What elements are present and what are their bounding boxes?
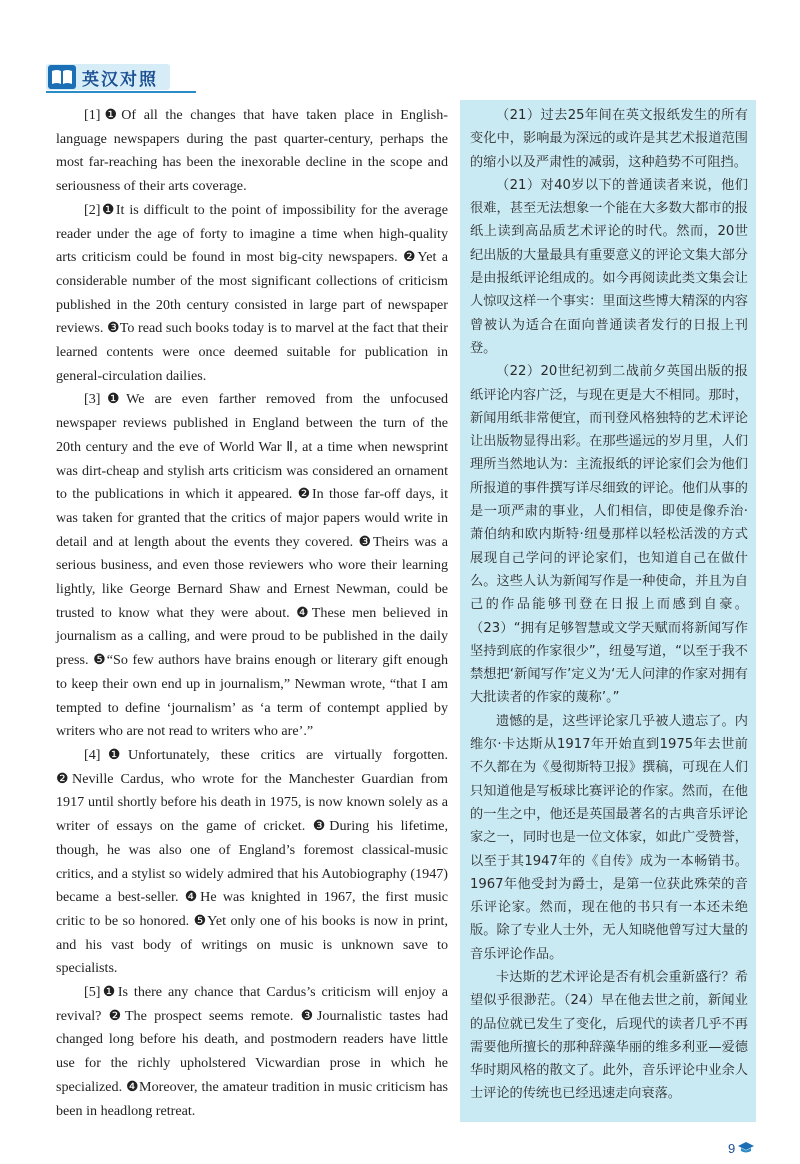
english-paragraph-2: [2]❶It is difficult to the point of impossibility for the average reader under the age of forty to imagine a time when high-quality arts criticism could be found in most big-city newspapers. ❷Yet a considerable number of the most significant collections of criticism published in the 20th century consisted in large part of newspaper reviews. ❸To read such books today is to marvel at the fact that their learned contents were once deemed suitable for publication in general-circulation dailies. bbox=[56, 201, 448, 384]
header-underline bbox=[46, 91, 196, 93]
page-number-text: 9 bbox=[728, 1140, 736, 1156]
chinese-paragraph-4: 遗憾的是，这些评论家几乎被人遗忘了。内维尔·卡达斯从1917年开始直到1975年去世前不久都在为《曼彻斯特卫报》撰稿，可现在人们只知道他是写板球比赛评论的作家。然而，在他的一生之中，他还是英国最著名的古典音乐评论家之一，同时也是一位文体家，如此广受赞誉，以至于其1947年的《自传》成为一本畅销书。1967年他受封为爵士，是第一位获此殊荣的音乐评论家。然而，现在他的书只有一本还未绝版。除了专业人士外，无人知晓他曾写过大量的音乐评论作品。 bbox=[470, 713, 748, 962]
english-paragraph-1: [1]❶Of all the changes that have taken place in English-language newspapers during the past quarter-century, perhaps the most far-reaching has been the inexorable decline in the scope and seriousness of their arts coverage. bbox=[56, 107, 448, 195]
graduation-cap-icon bbox=[738, 1142, 754, 1154]
section-header bbox=[46, 64, 286, 90]
chinese-paragraph-3: （22）20世纪初到二战前夕英国出版的报纸评论内容广泛，与现在更是大不相同。那时，新闻用纸非常便宜，而刊登风格独特的艺术评论让出版物显得出彩。在那些遥远的岁月里，人们理所当然地认为：主流报纸的评论家们会为他们所报道的事件撰写详尽细致的评论。他们从事的是一项严肃的事业，人们相信，即使是像乔治·萧伯纳和欧内斯特·纽曼那样以轻松活泼的方式展现自己学问的评论家们，也知道自己在做什么。这些人认为新闻写作是一种使命，并且为自己的作品能够刊登在日报上而感到自豪。（23）“拥有足够智慧或文学天赋而将新闻写作坚持到底的作家很少”，纽曼写道，“以至于我不禁想把‘新闻写作’定义为‘无人问津的作家对拥有大批读者的作家的蔑称’。” bbox=[470, 364, 748, 706]
section-badge bbox=[46, 64, 170, 90]
chinese-paragraph-1: （21）过去25年间在英文报纸发生的所有变化中，影响最为深远的或许是其艺术报道范围的缩小以及严肃性的减弱，这种趋势不可阻挡。 bbox=[470, 108, 748, 170]
english-text-column bbox=[56, 104, 448, 1123]
english-paragraph-3: [3]❶We are even farther removed from the unfocused newspaper reviews published in England between the turn of the 20th century and the eve of World War Ⅱ, at a time when newsprint was dirt-cheap and stylish arts criticism was considered an ornament to the publications in which it appeared. ❷In those far-off days, it was taken for granted that the critics of major papers would write in detail and at length about the events they covered. ❸Theirs was a serious business, and even those reviewers who wore their learning lightly, like George Bernard Shaw and Ernest Newman, could be trusted to know what they were about. ❹These men believed in journalism as a calling, and were proud to be published in the daily press. ❺“So few authors have brains enough or literary gift enough to keep their own end up in journalism,” Newman wrote, “that I am tempted to define ‘journalism’ as ‘a term of contempt applied by writers who are not read to writers who are’.” bbox=[56, 391, 448, 740]
chinese-paragraph-5: 卡达斯的艺术评论是否有机会重新盛行？希望似乎很渺茫。（24）早在他去世之前，新闻业的品位就已发生了变化，后现代的读者几乎不再需要他所擅长的那种辞藻华丽的维多利亚—爱德华时期风格的散文了。此外，音乐评论中业余人士评论的传统也已经迅速走向衰落。 bbox=[470, 969, 748, 1102]
page-number bbox=[728, 1140, 754, 1156]
english-paragraph-4: [4]❶Unfortunately, these critics are virtually forgotten. ❷Neville Cardus, who wrote for the Manchester Guardian from 1917 until shortly before his death in 1975, is now known solely as a writer of essays on the game of cricket. ❸During his lifetime, though, he was also one of England’s foremost classical-music critics, and a stylist so widely admired that his Autobiography (1947) became a best-seller. ❹He was knighted in 1967, the first music critic to be so honored. ❺Yet only one of his books is now in print, and his vast body of writings on music is unknown save to specialists. bbox=[56, 746, 448, 977]
open-book-icon bbox=[48, 65, 76, 89]
chinese-paragraph-2: （21）对40岁以下的普通读者来说，他们很难，甚至无法想象一个能在大多数大都市的报纸上读到高品质艺术评论的时代。然而，20世纪出版的大量最具有重要意义的评论文集大部分是由报纸评论组成的。如今再阅读此类文集会让人惊叹这样一个事实：里面这些博大精深的内容曾被认为适合在面向普通读者发行的日报上刊登。 bbox=[470, 177, 748, 356]
chinese-translation-column bbox=[460, 100, 756, 1122]
english-paragraph-5: [5]❶Is there any chance that Cardus’s criticism will enjoy a revival? ❷The prospect seems remote. ❸Journalistic tastes had changed long before his death, and postmodern readers have little use for the richly upholstered Vicwardian prose in which he specialized. ❹Moreover, the amateur tradition in music criticism has been in headlong retreat. bbox=[56, 984, 448, 1119]
section-title: 英汉对照 bbox=[82, 69, 158, 90]
